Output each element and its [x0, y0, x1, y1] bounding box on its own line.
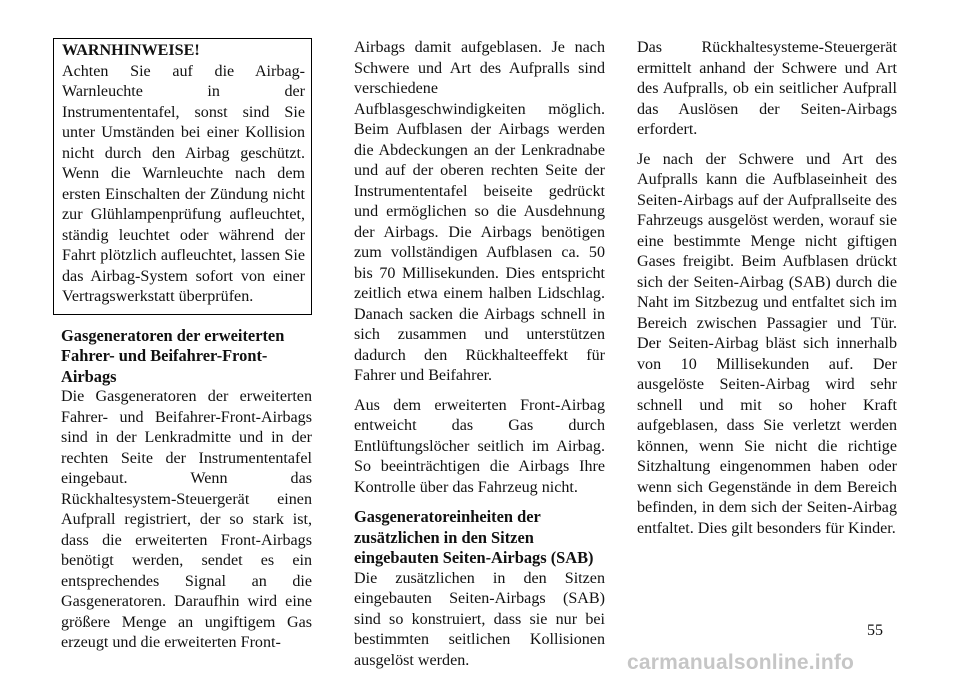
paragraph-front-airbags-continued: Airbags damit aufgeblasen. Je nach Schwere und Art des Aufpralls sind verschiedene Aufblasgeschwindigkeiten möglich. Beim Aufblasen der Airbags werden die Abdeckungen an der Lenkradnabe und auf der oberen rechten Seite der Instrumententafel beiseite gedrückt und ermöglichen so die Ausdehnung der Airbags. Die Airbags benötigen zum vollständigen Aufblasen ca. 50 bis 70 Millisekunden. Dies entspricht zeitlich etwa einem halben Lidschlag. Danach sacken die Airbags schnell in sich zusammen und unterstützen dadurch den Rückhalteeffekt für Fahrer und Beifahrer.: [354, 39, 605, 384]
section-text-side-airbags: Die zusätzlichen in den Sitzen eingebauten Seiten-Airbags (SAB) sind so konstruiert, dass sie nur bei bestimmten seitlichen Kollisionen ausgelöst werden.: [354, 569, 605, 669]
column-middle: [354, 38, 605, 671]
paragraph-venting: Aus dem erweiterten Front-Airbag entweicht das Gas durch Entlüftungslöcher seitlich im Airbag. So beeinträchtigen die Airbags Ihre Kontrolle über das Fahrzeug nicht.: [354, 396, 605, 496]
paragraph-side-airbag-deployment: Je nach der Schwere und Art des Aufpralls kann die Aufblaseinheit des Seiten-Airbags auf der Aufprallseite des Fahrzeugs ausgelöst werden, worauf sie eine bestimmte Menge nicht giftigen Gases freigibt. Beim Aufblasen drückt sich der Seiten-Airbag (SAB) durch die Naht im Sitzbezug und entfaltet sich im Bereich zwischen Passagier und Tür. Der Seiten-Airbag bläst sich innerhalb von 10 Millisekunden auf. Der ausgelöste Seiten-Airbag wird sehr schnell und mit so hoher Kraft aufgeblasen, dass Sie verletzt werden können, wenn Sie nicht die richtige Sitzhaltung eingenommen haben oder wenn sich Gegenstände in dem Bereich befinden, in dem sich der Seiten-Airbag entfaltet. Dies gilt besonders für Kinder.: [637, 150, 897, 537]
section-heading-side-airbags: Gasgeneratoreinheiten der zusätzlichen in den Sitzen eingebauten Seiten-Airbags (SAB): [354, 507, 594, 567]
column-right: [637, 38, 897, 539]
page-number: 55: [867, 622, 883, 639]
section-heading-front-airbags: Gasgeneratoren der erweiterten Fahrer- und Beifahrer-Front-Airbags: [61, 325, 285, 386]
warning-box: [53, 38, 312, 315]
warning-title: WARNHINWEISE!: [62, 42, 200, 59]
section-text-front-airbags: Die Gasgeneratoren der erweiterten Fahrer- und Beifahrer-Front-Airbags sind in der Lenkradmitte und in der rechten Seite der Instrumententafel eingebaut. Wenn das Rückhaltesystem-Steuergerät einen Aufprall registriert, der so stark ist, dass die erweiterten Front-Airbags benötigt werden, sendet es ein entsprechendes Signal an die Gasgeneratoren. Daraufhin wird eine größere Menge an ungiftigem Gas erzeugt und die erweiterten Front-: [61, 388, 312, 651]
watermark: carmanualsonline.info: [627, 651, 855, 674]
warning-text: Achten Sie auf die Airbag-Warnleuchte in der Instrumententafel, sonst sind Sie unter Umständen bei einer Kollision nicht durch den Airbag geschützt. Wenn die Warnleuchte nach dem ersten Einschalten der Zündung nicht zur Glühlampenprüfung aufleuchtet, ständig leuchtet oder während der Fahrt plötzlich aufleuchtet, lassen Sie das Airbag-System sofort von einer Vertragswerkstatt überprüfen.: [62, 62, 305, 305]
paragraph-control-unit: Das Rückhaltesysteme-Steuergerät ermittelt anhand der Schwere und Art des Aufpralls, ob ein seitlicher Aufprall das Auslösen der Seiten-Airbags erfordert.: [637, 39, 897, 138]
column-left: [61, 38, 312, 654]
